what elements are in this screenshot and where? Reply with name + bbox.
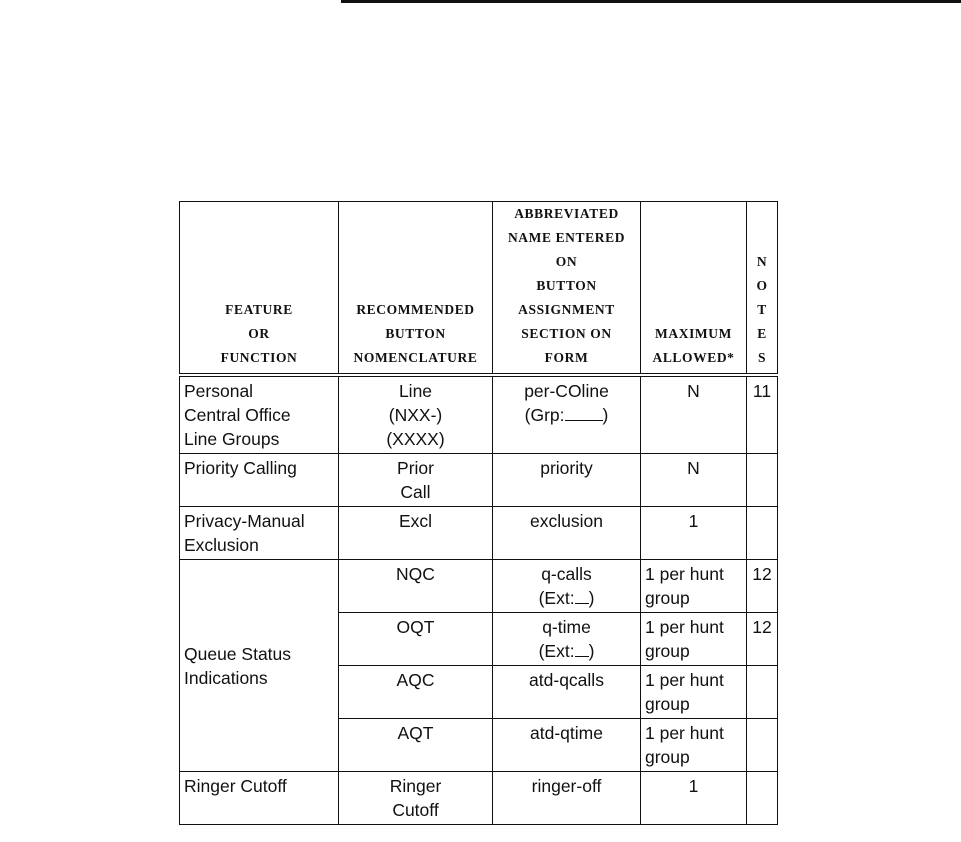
- feature-cell: Personal Central Office Line Groups: [180, 375, 339, 454]
- maximum-cell: 1 per hunt group: [641, 560, 747, 613]
- table-row: [180, 507, 778, 560]
- feature-cell: Privacy-Manual Exclusion: [180, 507, 339, 560]
- feature-cell: Queue Status Indications: [180, 560, 339, 772]
- header-feature: FEATURE OR FUNCTION: [180, 202, 339, 376]
- header-abbreviated-name: ABBREVIATED NAME ENTERED ON BUTTON ASSIGNMENT SECTION ON FORM: [493, 202, 641, 376]
- feature-cell: Priority Calling: [180, 454, 339, 507]
- abbreviated-name-cell: atd-qcalls: [493, 666, 641, 719]
- abbreviated-name-cell: q-calls (Ext: ): [493, 560, 641, 613]
- nomenclature-cell: Prior Call: [339, 454, 493, 507]
- header-row: [180, 202, 778, 376]
- table-row: [180, 772, 778, 825]
- maximum-cell: 1 per hunt group: [641, 666, 747, 719]
- header-nomenclature: RECOMMENDED BUTTON NOMENCLATURE: [339, 202, 493, 376]
- notes-cell: 11: [747, 375, 778, 454]
- header-notes: N O T E S: [747, 202, 778, 376]
- notes-cell: 12: [747, 560, 778, 613]
- maximum-cell: N: [641, 454, 747, 507]
- maximum-cell: 1 per hunt group: [641, 719, 747, 772]
- abbreviated-name-cell: exclusion: [493, 507, 641, 560]
- nomenclature-cell: AQT: [339, 719, 493, 772]
- notes-cell: [747, 772, 778, 825]
- nomenclature-cell: NQC: [339, 560, 493, 613]
- notes-cell: [747, 666, 778, 719]
- notes-cell: [747, 507, 778, 560]
- abbreviated-name-cell: atd-qtime: [493, 719, 641, 772]
- table-row: [180, 454, 778, 507]
- nomenclature-cell: OQT: [339, 613, 493, 666]
- nomenclature-cell: Line (NXX-) (XXXX): [339, 375, 493, 454]
- nomenclature-cell: AQC: [339, 666, 493, 719]
- notes-cell: [747, 454, 778, 507]
- abbreviated-name-cell: ringer-off: [493, 772, 641, 825]
- abbreviated-name-cell: priority: [493, 454, 641, 507]
- fill-in-blank: [575, 642, 589, 657]
- maximum-cell: N: [641, 375, 747, 454]
- abbreviated-name-cell: per-COline (Grp: ): [493, 375, 641, 454]
- fill-in-blank: [565, 406, 603, 421]
- button-assignment-table: [179, 201, 778, 825]
- top-rule: [341, 0, 961, 3]
- table-row: [180, 560, 778, 613]
- nomenclature-cell: Ringer Cutoff: [339, 772, 493, 825]
- abbreviated-name-cell: q-time (Ext: ): [493, 613, 641, 666]
- nomenclature-cell: Excl: [339, 507, 493, 560]
- feature-cell: Ringer Cutoff: [180, 772, 339, 825]
- header-maximum-allowed: MAXIMUM ALLOWED*: [641, 202, 747, 376]
- maximum-cell: 1 per hunt group: [641, 613, 747, 666]
- notes-cell: 12: [747, 613, 778, 666]
- fill-in-blank: [575, 589, 589, 604]
- maximum-cell: 1: [641, 507, 747, 560]
- table-row: [180, 375, 778, 454]
- maximum-cell: 1: [641, 772, 747, 825]
- notes-cell: [747, 719, 778, 772]
